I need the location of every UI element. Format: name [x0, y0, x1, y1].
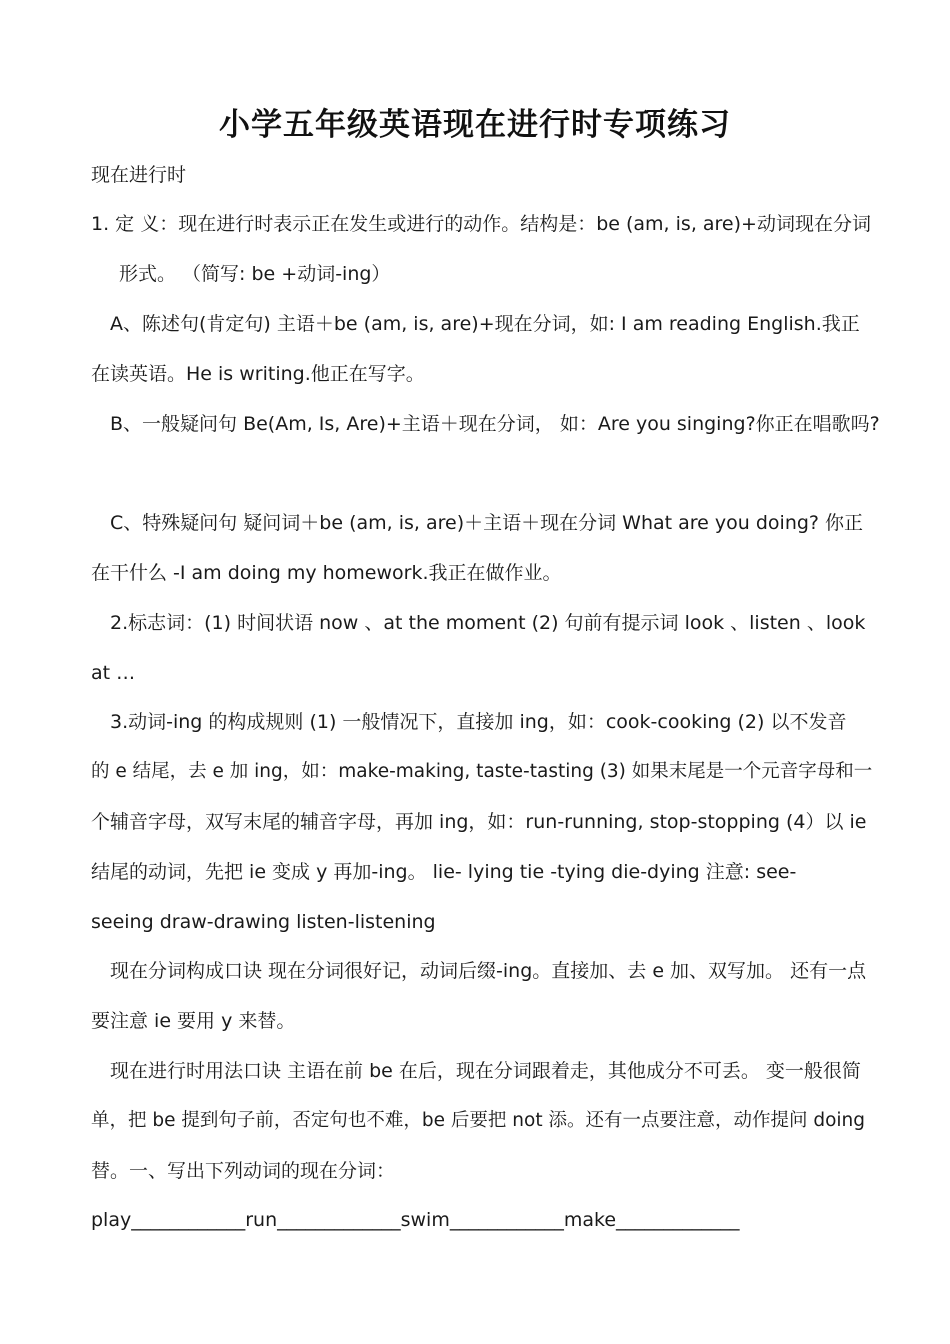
affirmative-line-2: 在读英语。He is writing.他正在写字。 — [91, 363, 425, 385]
ing-rules-line-4: 结尾的动词，先把 ie 变成 y 再加-ing。 lie- lying tie -tying die-dying 注意: see- — [91, 861, 797, 883]
ing-rules-line-2: 的 e 结尾，去 e 加 ing，如：make-making, taste-tasting (3) 如果末尾是一个元音字母和一 — [91, 761, 873, 782]
general-question-line: B、一般疑问句 Be(Am, Is, Are)+主语＋现在分词， 如：Are you singing?你正在唱歌吗? — [110, 413, 880, 435]
ing-rules-line-5: seeing draw-drawing listen-listening — [91, 911, 436, 933]
ing-rules-line-1: 3.动词-ing 的构成规则 (1) 一般情况下，直接加 ing，如：cook-cooking (2) 以不发音 — [110, 711, 847, 733]
exercise-blanks-line: play____________run_____________swim____________make_____________ — [91, 1209, 740, 1231]
definition-line-1: 1. 定 义：现在进行时表示正在发生或进行的动作。结构是：be (am, is, are)+动词现在分词 — [91, 213, 871, 235]
signal-words-line-1: 2.标志词：(1) 时间状语 now 、at the moment (2) 句前有提示词 look 、listen 、look — [110, 612, 866, 634]
usage-rhyme-line-2: 单，把 be 提到句子前，否定句也不难，be 后要把 not 添。还有一点要注意，动作提问 doing — [91, 1110, 866, 1131]
usage-rhyme-line-1: 现在进行时用法口诀 主语在前 be 在后，现在分词跟着走，其他成分不可丢。 变一般很简 — [110, 1060, 861, 1082]
ing-rules-line-3: 个辅音字母，双写末尾的辅音字母，再加 ing，如：run-running, stop-stopping (4）以 ie — [91, 811, 867, 833]
participle-rhyme-line-1: 现在分词构成口诀 现在分词很好记，动词后缀-ing。直接加、去 e 加、双写加。 还有一点 — [110, 960, 867, 982]
usage-rhyme-line-3: 替。一、写出下列动词的现在分词： — [91, 1160, 396, 1182]
signal-words-line-2: at … — [91, 662, 136, 684]
definition-line-2: 形式。 （简写: be +动词-ing） — [119, 263, 391, 285]
section-heading: 现在进行时 — [91, 164, 187, 186]
affirmative-line-1: A、陈述句(肯定句) 主语＋be (am, is, are)+现在分词，如: I am reading English.我正 — [110, 313, 860, 335]
special-question-line-1: C、特殊疑问句 疑问词＋be (am, is, are)＋主语＋现在分词 What are you doing? 你正 — [110, 512, 864, 534]
document-title: 小学五年级英语现在进行时专项练习 — [219, 107, 731, 143]
participle-rhyme-line-2: 要注意 ie 要用 y 来替。 — [91, 1010, 296, 1032]
special-question-line-2: 在干什么 -I am doing my homework.我正在做作业。 — [91, 562, 562, 584]
